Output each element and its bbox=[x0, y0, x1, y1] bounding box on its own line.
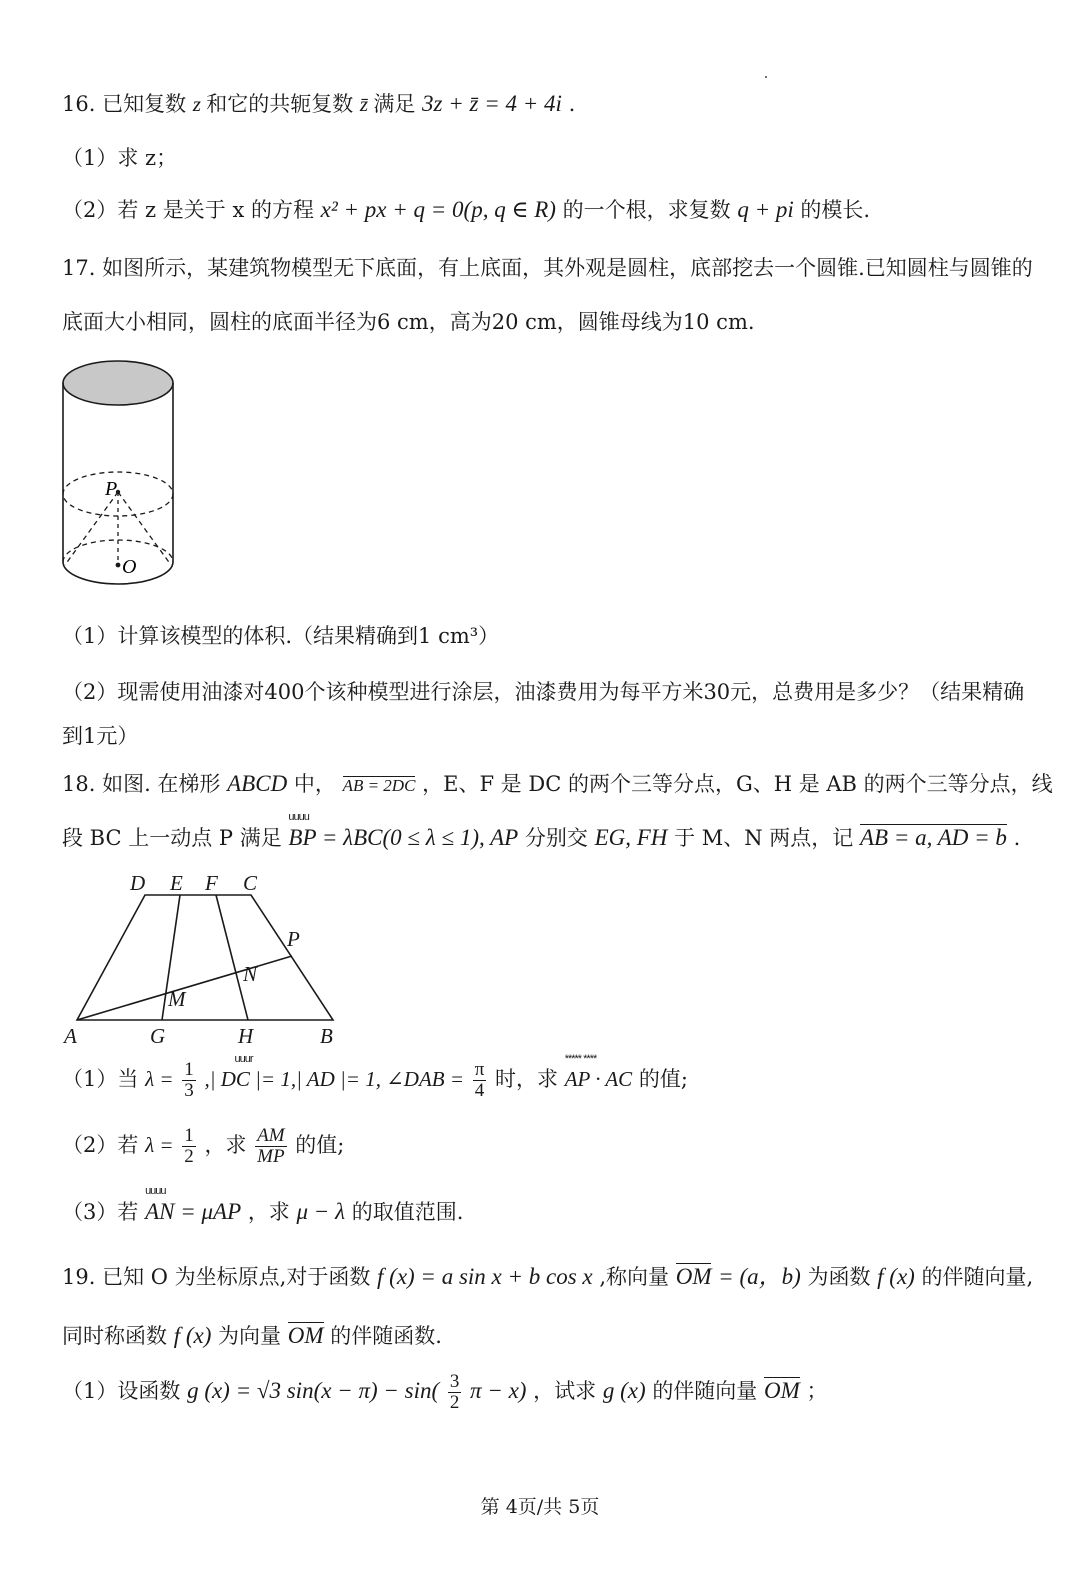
q17-part2-line1: （2）现需使用油漆对400个该种模型进行涂层，油漆费用为每平方米30元，总费用是多少？（结果精确 bbox=[62, 680, 1025, 704]
q18-part1: （1）当 λ = $\frac{1}{3}$ uuur ,| DC |= 1,| AD |= 1, ∠DAB = $\frac{\pi}{4}$ 时，求 ***** **** AP · AC 的值; bbox=[62, 1052, 688, 1101]
q16-part1: （1）求 z； bbox=[62, 146, 178, 170]
label-F: F bbox=[205, 871, 218, 895]
label-H: H bbox=[238, 1024, 254, 1048]
label-C: C bbox=[243, 871, 258, 895]
label-M: M bbox=[168, 987, 186, 1011]
trapezoid-figure bbox=[60, 868, 360, 1050]
q17-part2-line2: 到1元） bbox=[62, 724, 139, 748]
q18-line2: 段 BC 上一动点 P 满足 uuuu BP = λBC(0 ≤ λ ≤ 1), AP 分别交 EG, FH 于 M、N 两点，记 AB = a, AD = b . bbox=[62, 811, 1021, 850]
q17-part1: （1）计算该模型的体积.（结果精确到1 cm³） bbox=[62, 624, 500, 648]
label-P: P bbox=[287, 927, 300, 951]
q16-stem: 16. 已知复数 z 和它的共轭复数 z̄ 满足 3z + z̄ = 4 + 4i . bbox=[62, 91, 576, 116]
q16-equation: 3z + z̄ = 4 + 4i bbox=[422, 91, 562, 116]
q16-part2: （2）若 z 是关于 x 的方程 x² + px + q = 0(p, q ∈ R) 的一个根，求复数 q + pi 的模长. bbox=[62, 197, 871, 222]
q17-line2: 底面大小相同，圆柱的底面半径为6 cm，高为20 cm，圆锥母线为10 cm. bbox=[62, 310, 755, 334]
q19-part1: （1）设函数 g (x) = √3 sin(x − π) − sin( $\frac{3}{2}$ π − x) ，试求 g (x) 的伴随向量 OM ； bbox=[62, 1371, 828, 1413]
q18-line1: 18. 如图. 在梯形 ABCD 中， AB = 2DC ，E、F 是 DC 的两个三等分点，G、H 是 AB 的两个三等分点，线 bbox=[62, 771, 1053, 796]
label-O: O bbox=[122, 556, 137, 578]
page-footer: 第 4页/共 5页 bbox=[480, 1496, 600, 1518]
label-N: N bbox=[243, 962, 258, 986]
label-A: A bbox=[64, 1024, 77, 1048]
stray-dot bbox=[765, 76, 767, 78]
q18-part3: （3）若 uuuu AN = μAP ，求 μ − λ 的取值范围. bbox=[62, 1185, 464, 1224]
vector-ab-eq: AB = 2DC bbox=[342, 776, 416, 795]
label-P: P bbox=[105, 478, 118, 500]
q17-line1: 17. 如图所示，某建筑物模型无下底面，有上底面，其外观是圆柱，底部挖去一个圆锥.已知圆柱与圆锥的 bbox=[62, 256, 1033, 280]
label-G: G bbox=[150, 1024, 166, 1048]
label-E: E bbox=[170, 871, 183, 895]
q19-line1: 19. 已知 O 为坐标原点,对于函数 f (x) = a sin x + b cos x ,称向量 OM = (a，b) 为函数 f (x) 的伴随向量, bbox=[62, 1264, 1034, 1289]
cylinder-cone-figure bbox=[55, 355, 185, 595]
q18-part2: （2）若 λ = $\frac{1}{2}$ ，求 $\frac{AM}{MP}$ 的值; bbox=[62, 1125, 345, 1167]
q19-line2: 同时称函数 f (x) 为向量 OM 的伴随函数. bbox=[62, 1323, 442, 1348]
label-B: B bbox=[320, 1024, 333, 1048]
label-D: D bbox=[130, 871, 146, 895]
